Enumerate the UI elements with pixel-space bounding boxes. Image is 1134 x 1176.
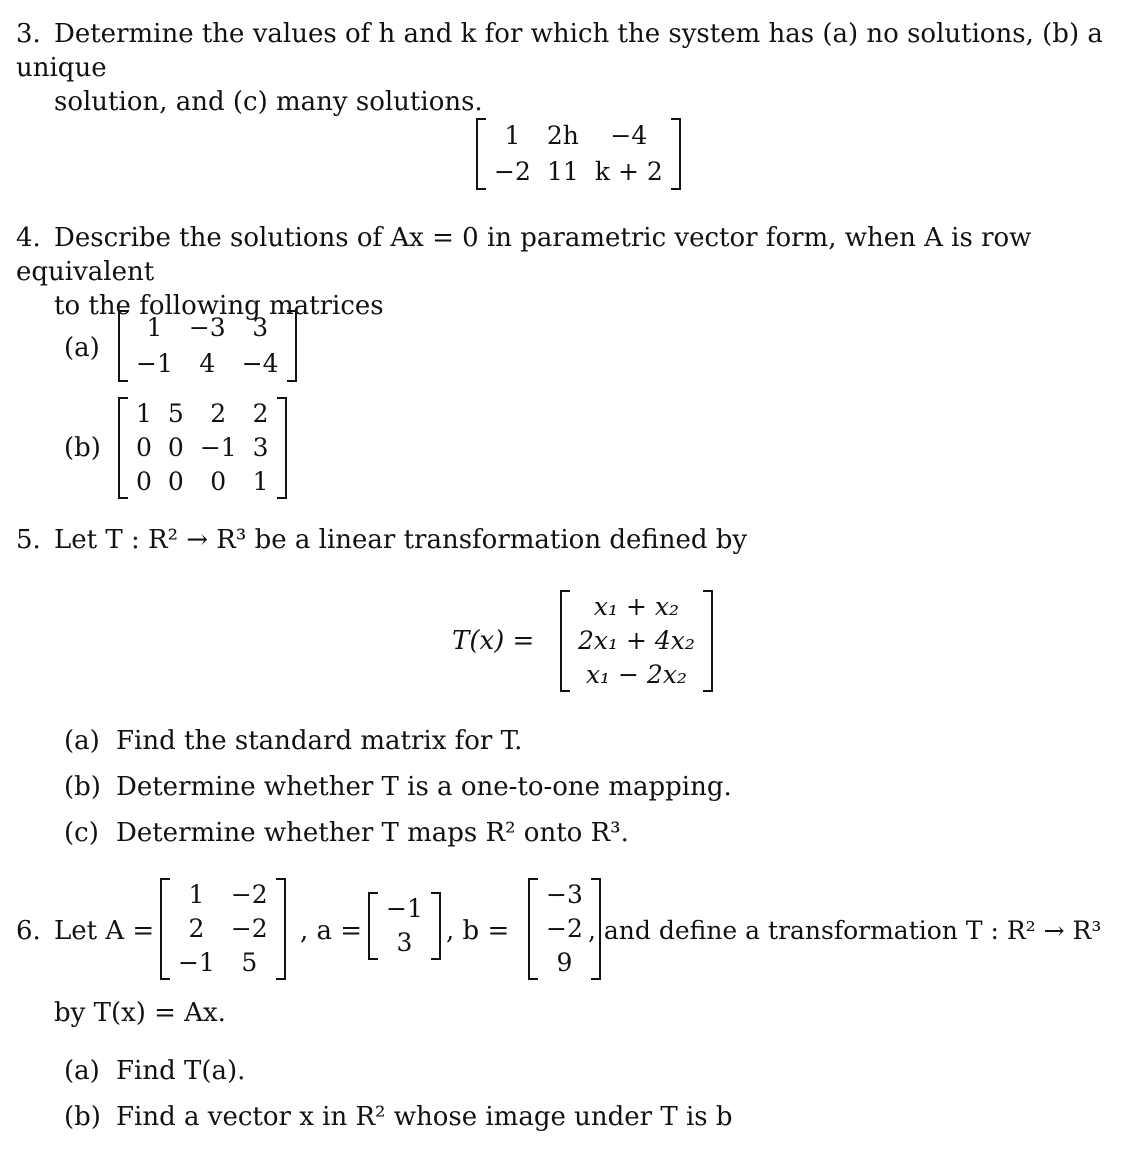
matrix-cell: −2 xyxy=(494,157,531,186)
matrix-cell: −3 xyxy=(188,313,226,342)
sub-question xyxy=(64,1054,245,1088)
problem-5-text: Let T : R² → R³ be a linear transformation defined by xyxy=(54,525,748,555)
problem-6-let: Let A = xyxy=(54,916,155,946)
left-bracket xyxy=(118,397,128,499)
left-bracket xyxy=(528,878,538,980)
right-bracket xyxy=(703,590,713,692)
sub-question-label: (c) xyxy=(64,818,99,848)
matrix-cell: 3 xyxy=(252,313,269,342)
matrix-cell: 1 xyxy=(146,313,163,342)
matrix-cell: 2 xyxy=(210,399,227,428)
right-bracket xyxy=(276,878,286,980)
matrix-cell: 9 xyxy=(556,948,573,977)
matrix-cell: 0 xyxy=(136,433,152,462)
matrix-cell: 2 xyxy=(252,399,269,428)
sub-question xyxy=(64,770,732,804)
matrix-A xyxy=(160,878,286,980)
matrix-cell: 11 xyxy=(546,157,579,186)
right-bracket xyxy=(287,310,297,382)
matrix-cell: 0 xyxy=(167,467,184,496)
matrix-cell: 5 xyxy=(167,399,184,428)
problem-4-text-line2: to the following matrices xyxy=(54,291,384,321)
problem-4 xyxy=(16,221,1116,323)
problem-6-tail: , and define a transformation T : R² → R³ xyxy=(588,916,1102,945)
sub-question-label: (a) xyxy=(64,1056,100,1086)
sub-question-label: (a) xyxy=(64,726,100,756)
matrix-cell: k + 2 xyxy=(594,157,663,186)
matrix-cell: 5 xyxy=(241,948,258,977)
problem-5 xyxy=(16,523,1116,557)
right-bracket xyxy=(671,118,681,190)
problem-number: 4. xyxy=(16,223,41,253)
vector-p5 xyxy=(560,590,713,692)
matrix-p4a xyxy=(118,310,297,382)
problem-number: 5. xyxy=(16,525,41,555)
sub-question-label: (b) xyxy=(64,772,101,802)
matrix-cell: 1 xyxy=(188,880,205,909)
matrix-cell: 2x₁ + 4x₂ xyxy=(578,626,695,655)
matrix-cell: 3 xyxy=(252,433,269,462)
matrix-cell: −3 xyxy=(546,880,583,909)
matrix-p4b xyxy=(118,397,287,499)
problem-number: 3. xyxy=(16,19,41,49)
matrix-cell: −4 xyxy=(610,121,648,150)
left-bracket xyxy=(476,118,486,190)
part-label-a: (a) xyxy=(64,333,100,363)
matrix-cell: x₁ − 2x₂ xyxy=(585,660,687,689)
left-bracket xyxy=(118,310,128,382)
matrix-cell: 0 xyxy=(136,467,152,496)
part-label-b: (b) xyxy=(64,433,101,463)
matrix-cell: −2 xyxy=(546,914,583,943)
sub-question xyxy=(64,1100,733,1134)
left-bracket xyxy=(368,892,378,960)
problem-4-text-line1: Describe the solutions of Ax = 0 in parametric vector form, when A is row equivalent xyxy=(16,223,1032,287)
matrix-cell: −1 xyxy=(199,433,237,462)
problem-3-text-line2: solution, and (c) many solutions. xyxy=(54,87,483,117)
problem-3-text-line1: Determine the values of h and k for which the system has (a) no solutions, (b) a unique xyxy=(16,19,1103,83)
matrix-cell: 1 xyxy=(136,399,152,428)
matrix-cell: −4 xyxy=(241,349,279,378)
matrix-cell: 2h xyxy=(546,121,579,150)
sub-question-text: Find a vector x in R² whose image under T is b xyxy=(116,1102,733,1132)
matrix-cell: −1 xyxy=(178,948,215,977)
matrix-cell: 0 xyxy=(167,433,184,462)
left-bracket xyxy=(160,878,170,980)
matrix-cell: 2 xyxy=(188,914,205,943)
sub-question-text: Determine whether T maps R² onto R³. xyxy=(116,818,629,848)
problem-6-line2: by T(x) = Ax. xyxy=(54,998,226,1028)
sub-question xyxy=(64,724,522,758)
sub-question-label: (b) xyxy=(64,1102,101,1132)
matrix-cell: 0 xyxy=(210,467,227,496)
matrix-cell: −1 xyxy=(136,349,173,378)
problem-6-number: 6. xyxy=(16,916,41,946)
b-equals: , b = xyxy=(446,916,510,946)
sub-question xyxy=(64,816,629,850)
matrix-cell: 1 xyxy=(252,467,269,496)
matrix-p3 xyxy=(476,118,681,190)
a-equals: , a = xyxy=(300,916,363,946)
matrix-cell: −2 xyxy=(230,914,268,943)
sub-question-text: Find T(a). xyxy=(116,1056,246,1086)
matrix-cell: 3 xyxy=(396,928,413,957)
right-bracket xyxy=(277,397,287,499)
problem-3 xyxy=(16,17,1116,119)
matrix-cell: −2 xyxy=(230,880,268,909)
sub-question-text: Find the standard matrix for T. xyxy=(116,726,523,756)
vector-a xyxy=(368,892,441,960)
matrix-cell: 1 xyxy=(504,121,521,150)
sub-question-text: Determine whether T is a one-to-one mapping. xyxy=(116,772,732,802)
matrix-cell: 4 xyxy=(199,349,216,378)
left-bracket xyxy=(560,590,570,692)
matrix-cell: −1 xyxy=(386,894,423,923)
right-bracket xyxy=(431,892,441,960)
transform-lhs: T(x) = xyxy=(452,626,535,656)
matrix-cell: x₁ + x₂ xyxy=(593,592,679,621)
